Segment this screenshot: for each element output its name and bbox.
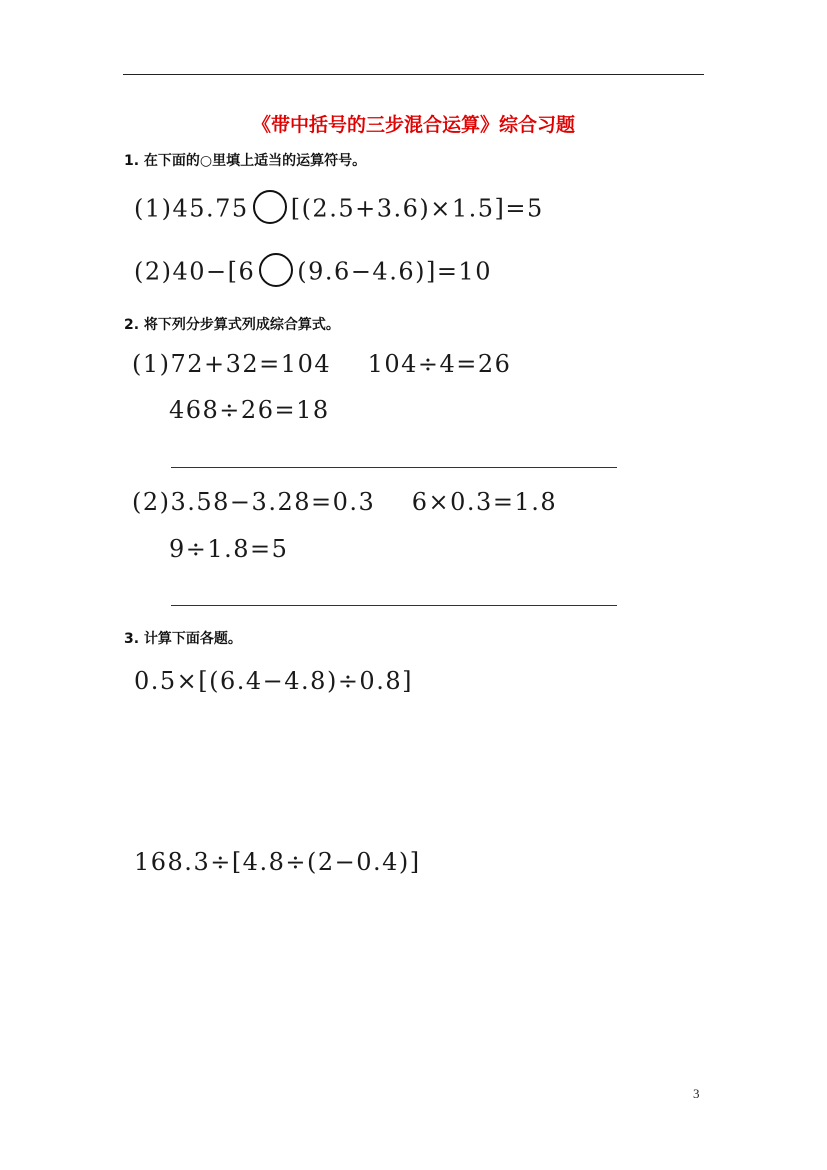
q3-item-1: 0.5×[(6.4−4.8)÷0.8] [134,667,413,695]
header-rule [123,74,704,75]
q1-item-1-after: [(2.5+3.6)×1.5]=5 [290,194,544,223]
question-1-heading: 1. 在下面的○里填上适当的运算符号。 [124,153,367,169]
q1-item-2-after: (9.6−4.6)]=10 [297,257,492,286]
answer-line-1[interactable] [171,467,617,468]
question-2-heading: 2. 将下列分步算式列成综合算式。 [124,317,340,333]
q1-item-2-before: (2)40−[6 [134,257,256,286]
q1-item-2 [134,256,492,290]
q1-item-1-before: (1)45.75 [134,194,249,223]
q2-item-2-line1: (2)3.58−3.28=0.3 6×0.3=1.8 [132,488,558,516]
answer-line-2[interactable] [171,605,617,606]
q2-item-1-line2: 468÷26=18 [169,396,330,424]
question-3-heading: 3. 计算下面各题。 [124,631,242,647]
q1-item-1 [134,193,544,227]
page-title: 《带中括号的三步混合运算》综合习题 [251,114,575,136]
q2-item-1-line1: (1)72+32=104 104÷4=26 [132,350,512,378]
page-number: 3 [693,1086,700,1101]
q3-item-2: 168.3÷[4.8÷(2−0.4)] [134,848,421,876]
q2-item-2-line2: 9÷1.8=5 [169,535,289,563]
answer-circle-2[interactable] [259,253,293,287]
answer-circle-1[interactable] [253,190,287,224]
